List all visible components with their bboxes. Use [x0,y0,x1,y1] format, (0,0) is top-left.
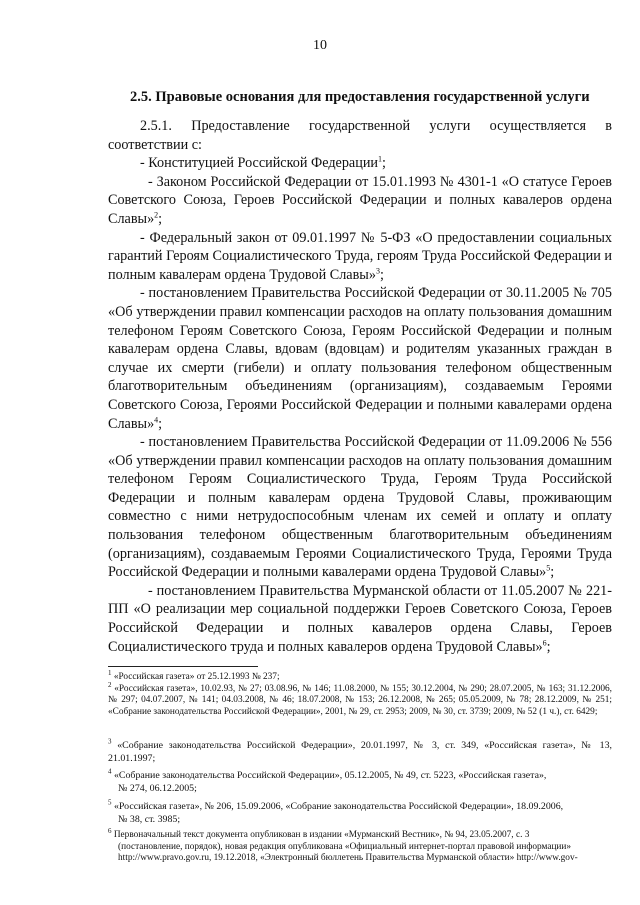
footnote-line [108,798,612,814]
paragraph-text: - Федеральный закон от 09.01.1997 № 5-ФЗ «О предоставлении социальных гарантий Героям Социалистического Труда, героям Труда Российской Федерации и полным кавалерам ордена Трудовой Славы» [108,229,612,283]
footnote-text: «Собрание законодательства Российской Федерации», 05.12.2005, № 49, ст. 5223, «Российская газета», [113,770,547,781]
paragraph-end: ; [379,266,384,283]
footnote-ref: 1 [378,154,382,164]
footnote-number: 6 [108,826,112,835]
paragraph-decree-705 [108,284,612,433]
paragraph-law-5fz [108,229,612,285]
footnote-text: «Российская газета», № 206, 15.09.2006, «Собрание законодательства Российской Федерации», 18.09.2006, [113,801,564,812]
footnote-ref: 4 [154,414,159,424]
footnote-2 [108,680,612,719]
footnote-text: «Собрание законодательства Российской Федерации», 20.01.1997, № 3, ст. 349, «Российская газета», № 13, 21.01.1997; [108,740,613,764]
footnote-block-1-2 [108,668,612,718]
paragraph-text: - Конституцией Российской Федерации [140,155,378,172]
section-heading: 2.5. Правовые основания для предоставления государственной услуги [130,89,590,105]
footnote-3 [108,737,613,765]
footnote-line: № 38, ст. 3985; [118,813,181,825]
footnote-separator [108,666,258,667]
paragraph-end: ; [158,415,163,432]
footnote-line [108,826,612,842]
paragraph-end: ; [382,155,386,172]
footnote-ref: 3 [375,266,380,276]
footnote-text: «Российская газета» от 25.12.1993 № 237; [113,672,280,682]
footnote-4 [108,767,612,795]
footnote-number: 4 [108,767,112,776]
footnote-line [108,767,612,783]
paragraph-text: - постановлением Правительства Российской Федерации от 11.09.2006 № 556 «Об утверждении правил компенсации расходов на оплату пользования домашним телефоном Героям Социалистического Труда, Героям Труда Российской Федерации и полным кавалерам ордена Трудовой Славы, проживающим совместно с ними нетрудоспособным членам их семей и оплату и оплату пользования телефоном общественным благотворительным объединениям (организациям), создаваемым Героями Социалистического Труда, Героями Труда Российской Федерации и полными кавалерами ордена Трудовой Славы» [108,434,612,581]
paragraph-text: - Законом Российской Федерации от 15.01.1993 № 4301-1 «О статусе Героев Советского Союза, Героев Российской Федерации и полных кавалеров ордена Славы» [108,173,612,227]
footnote-line: № 274, 06.12.2005; [118,782,197,794]
footnote-5 [108,798,612,826]
paragraph-decree-221pp [108,582,612,656]
footnote-line: (постановление, порядок), новая редакция опубликована «Официальный интернет-портал правовой информации» [118,841,572,852]
section-body [108,117,612,656]
footnote-text: Первоначальный текст документа опубликован в издании «Мурманский Вестник», № 94, 23.05.2007, с. 3 [113,830,530,840]
footnote-6 [108,826,612,865]
footnote-ref: 2 [154,210,159,220]
footnote-1 [108,668,612,684]
footnote-number: 2 [108,680,112,689]
paragraph-intro: 2.5.1. Предоставление государственной услуги осуществляется в соответствии с: [108,118,612,153]
paragraph-text: - постановлением Правительства Российской Федерации от 30.11.2005 № 705 «Об утверждении правил компенсации расходов на оплату пользования домашним телефоном Героям Советского Союза, Героям Российской Федерации и полным кавалерам ордена Славы, вдовам (вдовцам) и родителям указанных граждан в случае их смерти (гибели) и оплату пользования телефоном общественным благотворительным объединениям (организациям), создаваемым Героями Советского Союза, Героями Российской Федерации и полными кавалерами ордена Славы» [108,285,612,432]
footnote-line: http://www.pravo.gov.ru, 19.12.2018, «Электронный бюллетень Правительства Мурманской области» http://www.gov- [118,853,578,864]
footnote-text: «Российская газета», 10.02.93, № 27; 03.08.96, № 146; 11.08.2000, № 155; 30.12.2004, № 290; 28.07.2005, № 163; 31.12.2006, № 297; 04.07.2007, № 141; 04.03.2008, № 46; 18.07.2008, № 153; 26.12.2008, № 265; 05.05.2009, № 78; 28.12.2009, № 251; «Собрание законодательства Российской Федерации», 2001, № 29, ст. 2953; 2009, № 30, ст. 3739; 2009, № 52 (1 ч.), ст. 6429; [108,683,612,717]
footnote-ref: 5 [546,563,551,573]
paragraph-law-4301 [108,173,612,229]
paragraph-end: ; [158,210,163,227]
paragraph-constitution [108,154,612,173]
paragraph-end: ; [550,564,555,581]
footnote-number: 3 [108,737,112,746]
footnote-number: 1 [108,668,112,677]
footnote-number: 5 [108,798,112,807]
paragraph-text: - постановлением Правительства Мурманской области от 11.05.2007 № 221-ПП «О реализации мер социальной поддержки Героев Советского Союза, Героев Российской Федерации и полных кавалеров ордена Славы, Героев Социалистического труда и полных кавалеров ордена Трудовой Славы» [108,582,612,655]
footnote-ref: 6 [542,637,547,647]
page-number: 10 [313,38,327,53]
paragraph-end: ; [546,638,551,655]
paragraph-decree-556 [108,433,612,582]
